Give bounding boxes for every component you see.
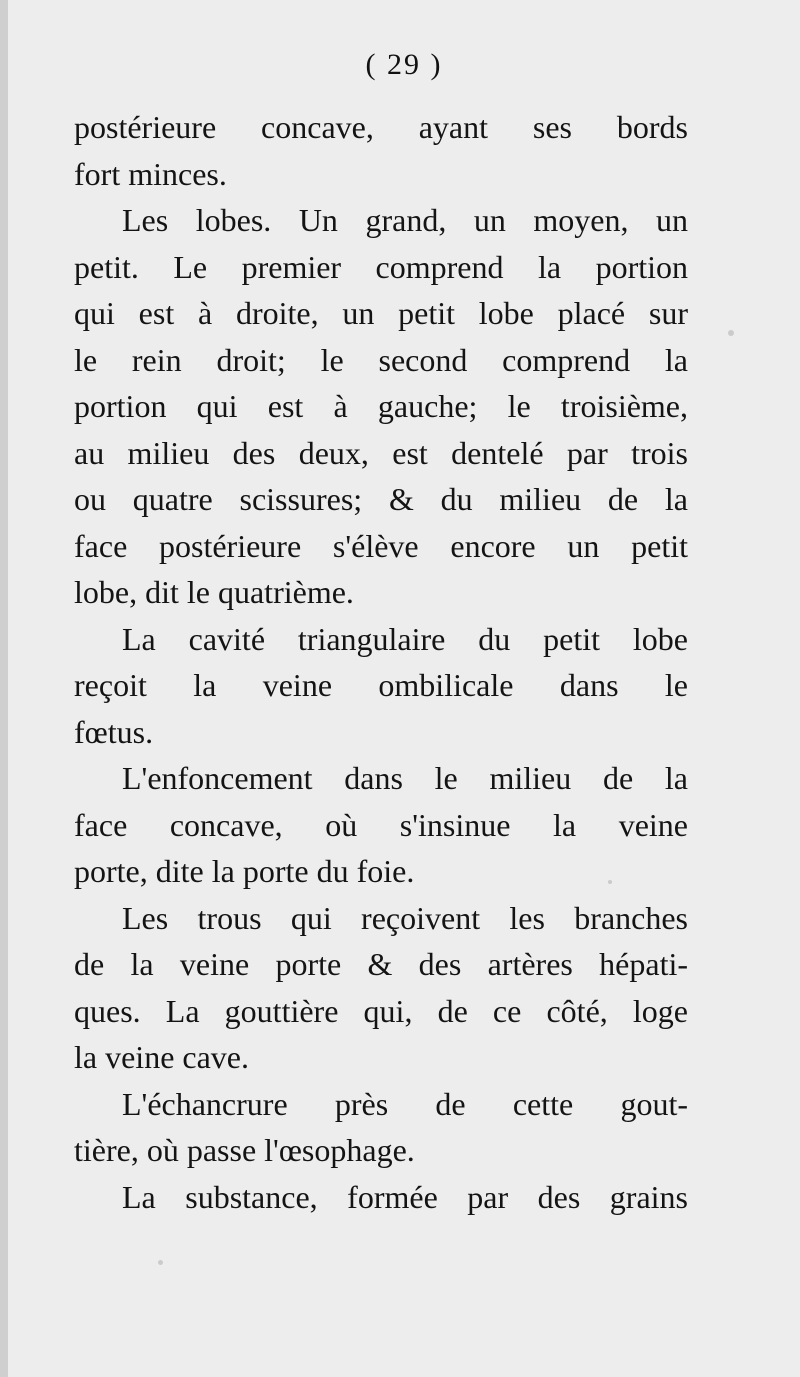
text-line: qui est à droite, un petit lobe placé sur [74,295,688,331]
text-line: face postérieure s'élève encore un petit [74,527,688,564]
text-line: de la veine porte & des artères hépati- [74,946,688,982]
text-line: L'enfoncement dans le milieu de la [122,760,688,796]
text-line: porte, dite la porte du foie. [74,853,415,889]
text-line: Les lobes. Un grand, un moyen, un [122,202,688,238]
text-line: ques. La gouttière qui, de ce côté, loge [74,992,688,1029]
page-number: ( 29 ) [365,48,443,81]
text-line: postérieure concave, ayant ses bords [74,109,688,145]
text-line: La substance, formée par des grains [122,1178,688,1215]
text-line: La cavité triangulaire du petit lobe [122,620,688,657]
text-line: petit. Le premier comprend la portion [74,248,688,285]
text-line: fœtus. [74,713,154,750]
text-line: au milieu des deux, est dentelé par trois [74,434,688,471]
text-line: Les trous qui reçoivent les branches [122,899,688,936]
text-line: portion qui est à gauche; le troisième, [74,388,688,424]
text-line: ou quatre scissures; & du milieu de la [74,481,688,517]
text-line: tière, où passe l'œsophage. [74,1132,415,1168]
text-line: lobe, dit le quatrième. [74,574,354,610]
ink-speck [158,1260,163,1265]
text-line: face concave, où s'insinue la veine [74,806,688,843]
text-line: L'échancrure près de cette gout- [122,1085,688,1122]
text-line: fort minces. [74,155,227,192]
text-line: reçoit la veine ombilicale dans le [74,667,688,703]
text-line: la veine cave. [74,1039,249,1075]
text-line: le rein droit; le second comprend la [74,341,688,378]
ink-speck [728,330,734,336]
body-text [74,104,688,1220]
